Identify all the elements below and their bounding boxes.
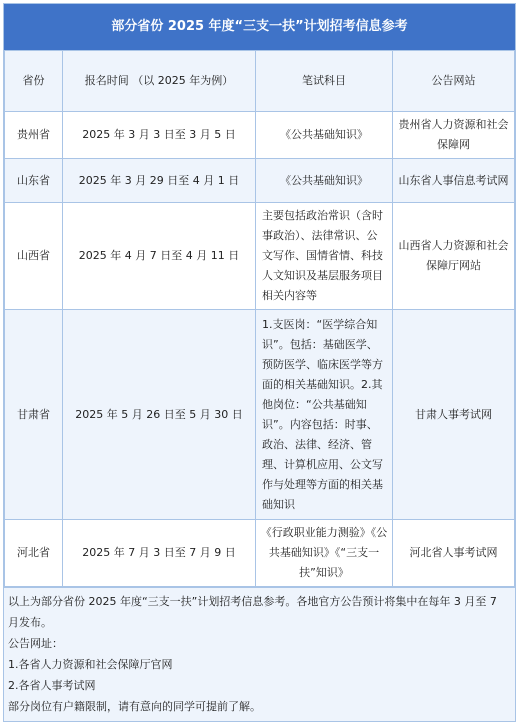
cell-time: 2025 年 5 月 26 日至 5 月 30 日	[63, 310, 256, 520]
cell-subject: 主要包括政治常识（含时事政治）、法律常识、公文写作、国情省情、科技人文知识及基层服务项目相关内容等	[256, 203, 393, 310]
header-subject: 笔试科目	[256, 51, 393, 112]
footer-summary: 以上为部分省份 2025 年度“三支一扶”计划招考信息参考。各地官方公告预计将集中在每年 3 月至 7 月发布。	[8, 595, 497, 629]
header-site: 公告网站	[393, 51, 515, 112]
table-title: 部分省份 2025 年度“三支一扶”计划招考信息参考	[4, 4, 515, 50]
recruitment-table	[4, 50, 515, 587]
footer-site-1: 1.各省人力资源和社会保障厅官网	[8, 658, 173, 671]
cell-site: 河北省人事考试网	[393, 520, 515, 587]
cell-subject: 《公共基础知识》	[256, 112, 393, 159]
header-time: 报名时间 （以 2025 年为例）	[63, 51, 256, 112]
cell-time: 2025 年 7 月 3 日至 7 月 9 日	[63, 520, 256, 587]
footer-notes	[4, 587, 515, 721]
header-row	[5, 51, 515, 112]
cell-subject: 《行政职业能力测验》《公共基础知识》《“三支一扶”知识》	[256, 520, 393, 587]
cell-province: 山西省	[5, 203, 63, 310]
table-row	[5, 203, 515, 310]
table-row	[5, 159, 515, 203]
cell-site: 山东省人事信息考试网	[393, 159, 515, 203]
cell-site: 贵州省人力资源和社会保障网	[393, 112, 515, 159]
cell-province: 河北省	[5, 520, 63, 587]
table-row	[5, 310, 515, 520]
header-province: 省份	[5, 51, 63, 112]
cell-subject: 《公共基础知识》	[256, 159, 393, 203]
cell-time: 2025 年 3 月 3 日至 3 月 5 日	[63, 112, 256, 159]
footer-note: 部分岗位有户籍限制，请有意向的同学可提前了解。	[8, 700, 261, 713]
table-row	[5, 112, 515, 159]
cell-site: 甘肃人事考试网	[393, 310, 515, 520]
cell-time: 2025 年 3 月 29 日至 4 月 1 日	[63, 159, 256, 203]
info-table-container	[3, 3, 516, 722]
cell-province: 甘肃省	[5, 310, 63, 520]
cell-province: 贵州省	[5, 112, 63, 159]
cell-province: 山东省	[5, 159, 63, 203]
cell-time: 2025 年 4 月 7 日至 4 月 11 日	[63, 203, 256, 310]
cell-subject: 1.支医岗：“医学综合知识”。包括：基础医学、预防医学、临床医学等方面的相关基础知识。2.其他岗位：“公共基础知识”。内容包括：时事、政治、法律、经济、管理、计算机应用、公文写作与处理等方面的相关基础知识	[256, 310, 393, 520]
cell-site: 山西省人力资源和社会保障厅网站	[393, 203, 515, 310]
footer-site-heading: 公告网址：	[8, 637, 63, 650]
footer-site-2: 2.各省人事考试网	[8, 679, 96, 692]
table-row	[5, 520, 515, 587]
